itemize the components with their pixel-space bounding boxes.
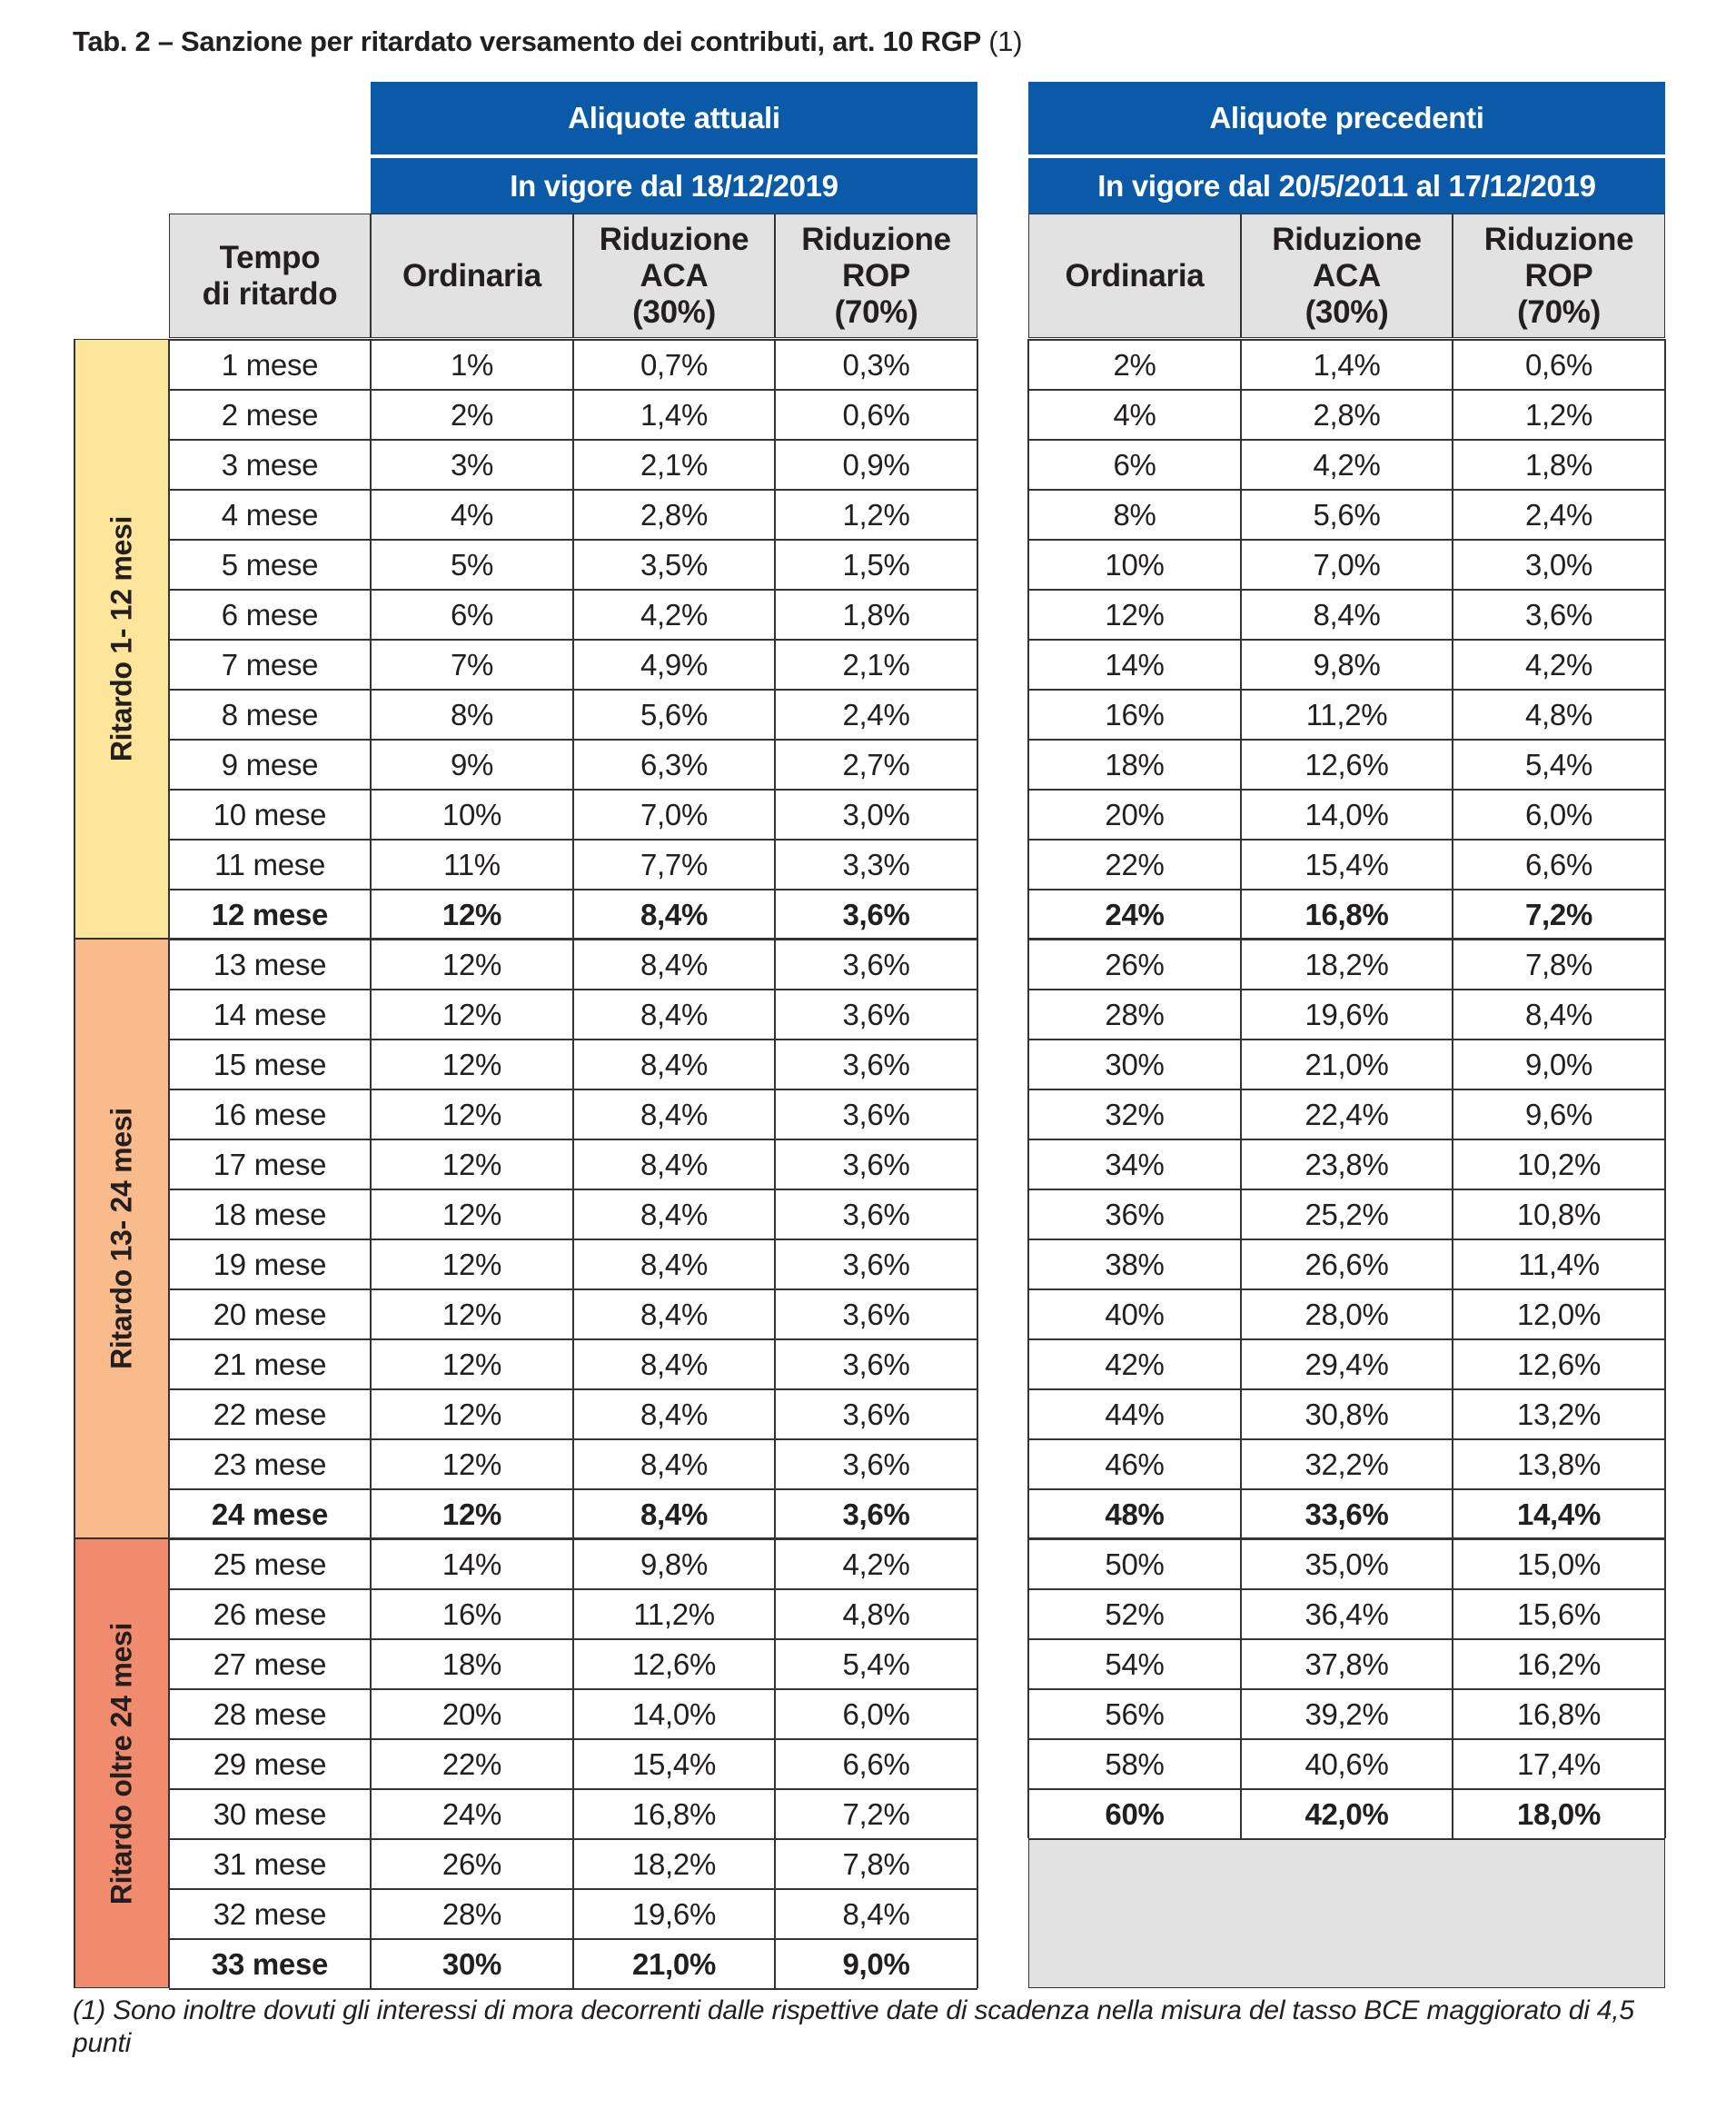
cell-aca: 18,2% (631, 1847, 717, 1881)
cell-p_ord: 8% (1113, 498, 1156, 532)
cell-ord: 20% (441, 1697, 502, 1731)
cell-ord: 12% (441, 1348, 502, 1381)
cell-p_ord: 32% (1105, 1098, 1165, 1131)
cell-p_rop: 12,0% (1516, 1298, 1602, 1331)
cell-tempo: 8 mese (221, 698, 319, 731)
cell-p_ord: 28% (1105, 998, 1165, 1031)
band-13-24 (74, 939, 169, 1538)
cell-ord: 26% (441, 1847, 502, 1881)
cell-ord: 12% (441, 1447, 502, 1481)
cell-ord: 30% (441, 1947, 502, 1981)
cell-p_rop: 6,0% (1524, 798, 1593, 831)
grid-line (1028, 689, 1665, 691)
cell-tempo: 32 mese (213, 1897, 327, 1931)
cell-p_rop: 3,6% (1524, 598, 1593, 632)
grid-line (1028, 989, 1665, 990)
cell-tempo: 31 mese (213, 1847, 327, 1881)
grid-line (74, 339, 75, 1988)
band-1-12-label: Ritardo 1- 12 mesi (104, 515, 138, 762)
band-oltre-24 (74, 1538, 169, 1988)
cell-aca: 0,7% (640, 348, 709, 382)
cell-aca: 8,4% (640, 1447, 709, 1481)
cell-p_aca: 11,2% (1305, 698, 1388, 731)
cell-p_aca: 26,6% (1304, 1248, 1389, 1281)
cell-p_ord: 40% (1105, 1298, 1165, 1331)
cell-p_aca: 42,0% (1304, 1797, 1389, 1831)
prev-col-aca-label: Riduzione ACA (30%) (1272, 221, 1422, 330)
table-title (73, 25, 1022, 58)
current-period: In vigore dal 18/12/2019 (371, 156, 977, 214)
grid-line (1028, 1338, 1665, 1340)
cell-p_rop: 3,0% (1524, 548, 1593, 582)
cell-ord: 12% (441, 1398, 502, 1431)
grid-line (1452, 339, 1453, 1838)
cell-rop: 3,6% (842, 1348, 910, 1381)
cell-tempo: 2 mese (221, 398, 319, 432)
cell-aca: 11,2% (633, 1597, 715, 1631)
grid-line (1028, 1738, 1665, 1740)
cell-ord: 12% (441, 998, 502, 1031)
cell-tempo: 25 mese (213, 1547, 327, 1581)
cell-p_rop: 0,6% (1524, 348, 1593, 382)
cell-ord: 12% (441, 1497, 502, 1531)
cell-p_rop: 4,2% (1524, 648, 1593, 681)
grid-line (1028, 1788, 1665, 1790)
grid-line (977, 339, 978, 1988)
cell-ord: 10% (441, 798, 502, 831)
cell-aca: 9,8% (640, 1547, 709, 1581)
cell-p_aca: 5,6% (1313, 498, 1381, 532)
cell-p_ord: 44% (1105, 1398, 1165, 1431)
grid-line (169, 1988, 977, 1990)
cell-p_aca: 22,4% (1304, 1098, 1389, 1131)
cell-p_rop: 12,6% (1516, 1348, 1602, 1381)
cell-aca: 8,4% (640, 1398, 709, 1431)
col-rop-label: Riduzione ROP (70%) (801, 221, 951, 330)
grid-line (1028, 1288, 1665, 1290)
cell-ord: 12% (441, 1148, 502, 1181)
prev-col-rop-header (1453, 214, 1665, 338)
cell-p_aca: 30,8% (1304, 1398, 1389, 1431)
cell-aca: 8,4% (640, 1248, 709, 1281)
previous-period: In vigore dal 20/5/2011 al 17/12/2019 (1028, 156, 1665, 214)
grid-line (1027, 339, 1029, 1838)
cell-rop: 3,6% (842, 898, 910, 931)
cell-ord: 12% (441, 1298, 502, 1331)
cell-p_ord: 30% (1105, 1048, 1165, 1081)
cell-ord: 24% (441, 1797, 502, 1831)
grid-line (1028, 1438, 1665, 1440)
current-heading: Aliquote attuali (371, 82, 977, 154)
cell-p_aca: 36,4% (1304, 1597, 1389, 1631)
grid-line (1028, 1688, 1665, 1690)
cell-p_rop: 14,4% (1516, 1497, 1602, 1531)
prev-col-aca-header (1241, 214, 1453, 338)
grid-line (168, 339, 170, 1988)
grid-line (1028, 1239, 1665, 1240)
cell-p_ord: 14% (1105, 648, 1165, 681)
cell-rop: 6,6% (842, 1747, 910, 1781)
cell-p_rop: 8,4% (1524, 998, 1593, 1031)
cell-aca: 19,6% (631, 1897, 717, 1931)
cell-tempo: 24 mese (211, 1497, 329, 1531)
col-ordinaria-header (371, 214, 573, 338)
cell-rop: 0,6% (842, 398, 910, 432)
cell-rop: 3,6% (842, 1447, 910, 1481)
grid-line (1028, 639, 1665, 641)
footnote: (1) Sono inoltre dovuti gli interessi di mora decorrenti dalle rispettive date di scadenza nella misura del tasso BCE maggiorato di 4,5 punti (73, 1995, 1634, 2058)
cell-p_ord: 6% (1113, 448, 1156, 482)
cell-rop: 7,8% (842, 1847, 910, 1881)
cell-rop: 2,1% (842, 648, 910, 681)
cell-p_aca: 8,4% (1313, 598, 1381, 632)
cell-ord: 11% (443, 848, 501, 881)
cell-p_aca: 32,2% (1304, 1447, 1389, 1481)
previous-empty-area (1028, 1838, 1665, 1988)
cell-tempo: 16 mese (213, 1098, 327, 1131)
grid-line (1028, 1388, 1665, 1390)
cell-ord: 8% (450, 698, 494, 731)
cell-p_ord: 56% (1105, 1697, 1165, 1731)
cell-p_aca: 40,6% (1304, 1747, 1389, 1781)
prev-col-ordinaria-label: Ordinaria (1065, 257, 1205, 293)
grid-line (1028, 839, 1665, 841)
cell-tempo: 11 mese (213, 848, 326, 881)
cell-p_rop: 13,8% (1516, 1447, 1602, 1481)
cell-aca: 8,4% (640, 948, 709, 981)
cell-rop: 5,4% (842, 1647, 910, 1681)
grid-line (1028, 739, 1665, 741)
cell-aca: 8,4% (640, 1048, 709, 1081)
cell-rop: 2,4% (842, 698, 910, 731)
cell-p_rop: 9,0% (1524, 1048, 1593, 1081)
cell-tempo: 33 mese (211, 1947, 329, 1981)
cell-ord: 12% (441, 1098, 502, 1131)
band-oltre-24-label: Ritardo oltre 24 mesi (104, 1622, 138, 1905)
cell-ord: 22% (441, 1747, 502, 1781)
cell-p_aca: 35,0% (1304, 1547, 1389, 1581)
cell-aca: 14,0% (631, 1697, 717, 1731)
cell-ord: 1% (450, 348, 494, 382)
prev-col-rop-label: Riduzione ROP (70%) (1483, 221, 1634, 330)
cell-tempo: 29 mese (213, 1747, 327, 1781)
cell-p_rop: 5,4% (1524, 748, 1593, 781)
cell-p_rop: 17,4% (1516, 1747, 1602, 1781)
cell-p_ord: 22% (1105, 848, 1165, 881)
cell-rop: 3,0% (842, 798, 910, 831)
grid-line (1028, 389, 1665, 391)
cell-tempo: 17 mese (213, 1148, 327, 1181)
grid-line (1028, 339, 1665, 341)
cell-aca: 15,4% (631, 1747, 717, 1781)
cell-aca: 5,6% (640, 698, 709, 731)
grid-line (1028, 1537, 1665, 1540)
cell-aca: 6,3% (640, 748, 709, 781)
cell-tempo: 4 mese (221, 498, 319, 532)
band-13-24-label: Ritardo 13- 24 mesi (104, 1108, 138, 1369)
cell-p_rop: 15,6% (1516, 1597, 1602, 1631)
cell-ord: 12% (441, 1198, 502, 1231)
cell-tempo: 20 mese (213, 1298, 327, 1331)
cell-aca: 1,4% (640, 398, 709, 432)
cell-rop: 0,9% (842, 448, 910, 482)
cell-p_aca: 28,0% (1304, 1298, 1389, 1331)
cell-tempo: 7 mese (221, 648, 319, 681)
col-tempo-label: Tempo di ritardo (202, 239, 338, 312)
cell-ord: 16% (441, 1597, 502, 1631)
cell-ord: 14% (441, 1547, 502, 1581)
cell-aca: 2,8% (640, 498, 709, 532)
cell-rop: 3,6% (842, 1098, 910, 1131)
cell-rop: 3,6% (842, 948, 910, 981)
grid-line (1028, 1488, 1665, 1490)
cell-p_ord: 38% (1105, 1248, 1165, 1281)
cell-ord: 3% (450, 448, 494, 482)
grid-line (1028, 539, 1665, 541)
cell-tempo: 23 mese (213, 1447, 327, 1481)
cell-tempo: 22 mese (213, 1398, 327, 1431)
cell-aca: 7,0% (640, 798, 709, 831)
cell-aca: 8,4% (640, 898, 709, 931)
col-tempo-header (169, 214, 371, 338)
cell-p_ord: 2% (1113, 348, 1156, 382)
col-aca-header (573, 214, 775, 338)
cell-p_aca: 12,6% (1304, 748, 1389, 781)
grid-line (1028, 938, 1665, 940)
cell-tempo: 27 mese (213, 1647, 327, 1681)
cell-p_aca: 33,6% (1304, 1497, 1389, 1531)
cell-p_ord: 16% (1105, 698, 1165, 731)
cell-rop: 4,8% (842, 1597, 910, 1631)
cell-p_aca: 16,8% (1304, 898, 1389, 931)
cell-rop: 6,0% (842, 1697, 910, 1731)
cell-rop: 8,4% (842, 1897, 910, 1931)
cell-aca: 8,4% (640, 1298, 709, 1331)
cell-tempo: 5 mese (221, 548, 319, 582)
cell-aca: 8,4% (640, 1148, 709, 1181)
cell-tempo: 13 mese (213, 948, 327, 981)
cell-p_rop: 4,8% (1524, 698, 1593, 731)
grid-line (1028, 889, 1665, 890)
cell-p_ord: 34% (1105, 1148, 1165, 1181)
cell-ord: 12% (441, 948, 502, 981)
cell-p_rop: 1,2% (1524, 398, 1593, 432)
cell-p_rop: 7,8% (1524, 948, 1593, 981)
cell-p_aca: 21,0% (1304, 1048, 1389, 1081)
cell-tempo: 10 mese (213, 798, 327, 831)
cell-aca: 2,1% (640, 448, 709, 482)
cell-rop: 2,7% (842, 748, 910, 781)
cell-p_rop: 16,2% (1516, 1647, 1602, 1681)
cell-p_aca: 14,0% (1304, 798, 1389, 831)
cell-aca: 7,7% (640, 848, 709, 881)
cell-p_ord: 20% (1105, 798, 1165, 831)
grid-line (572, 339, 574, 1988)
cell-p_rop: 1,8% (1524, 448, 1593, 482)
cell-p_ord: 42% (1105, 1348, 1165, 1381)
cell-p_aca: 29,4% (1304, 1348, 1389, 1381)
cell-p_aca: 19,6% (1304, 998, 1389, 1031)
cell-aca: 4,2% (640, 598, 709, 632)
cell-rop: 3,6% (842, 1497, 910, 1531)
grid-line (370, 339, 372, 1988)
cell-p_ord: 50% (1105, 1547, 1165, 1581)
cell-tempo: 26 mese (213, 1597, 327, 1631)
cell-p_ord: 48% (1105, 1497, 1165, 1531)
cell-rop: 0,3% (842, 348, 910, 382)
grid-line (1028, 439, 1665, 441)
grid-line (1028, 1838, 1665, 1840)
cell-p_ord: 58% (1105, 1747, 1165, 1781)
cell-tempo: 30 mese (213, 1797, 327, 1831)
cell-ord: 7% (450, 648, 494, 681)
cell-rop: 9,0% (842, 1947, 910, 1981)
cell-p_ord: 18% (1105, 748, 1165, 781)
cell-p_aca: 7,0% (1313, 548, 1381, 582)
cell-rop: 3,6% (842, 1248, 910, 1281)
grid-line (1028, 1638, 1665, 1640)
cell-rop: 3,6% (842, 1298, 910, 1331)
cell-p_aca: 23,8% (1304, 1148, 1389, 1181)
cell-p_aca: 2,8% (1313, 398, 1381, 432)
cell-tempo: 21 mese (213, 1348, 327, 1381)
cell-aca: 16,8% (631, 1797, 717, 1831)
cell-aca: 4,9% (640, 648, 709, 681)
cell-rop: 3,6% (842, 1198, 910, 1231)
cell-p_aca: 4,2% (1313, 448, 1381, 482)
cell-tempo: 28 mese (213, 1697, 327, 1731)
cell-rop: 7,2% (842, 1797, 910, 1831)
grid-line (1028, 1089, 1665, 1090)
cell-p_rop: 10,8% (1516, 1198, 1602, 1231)
cell-p_ord: 10% (1105, 548, 1165, 582)
col-ordinaria-label: Ordinaria (402, 257, 541, 293)
cell-rop: 1,8% (842, 598, 910, 632)
cell-p_ord: 46% (1105, 1447, 1165, 1481)
cell-aca: 3,5% (640, 548, 709, 582)
grid-line (774, 339, 776, 1988)
cell-tempo: 6 mese (221, 598, 319, 632)
cell-ord: 9% (450, 748, 494, 781)
cell-p_ord: 26% (1105, 948, 1165, 981)
cell-tempo: 19 mese (213, 1248, 327, 1281)
grid-line (1028, 589, 1665, 591)
cell-p_ord: 24% (1105, 898, 1165, 931)
cell-p_aca: 25,2% (1304, 1198, 1389, 1231)
cell-p_aca: 9,8% (1313, 648, 1381, 681)
cell-rop: 3,6% (842, 1148, 910, 1181)
cell-ord: 2% (450, 398, 494, 432)
cell-aca: 21,0% (631, 1947, 717, 1981)
cell-rop: 3,3% (842, 848, 910, 881)
grid-line (1028, 1189, 1665, 1190)
cell-p_ord: 36% (1105, 1198, 1165, 1231)
cell-tempo: 12 mese (211, 898, 329, 931)
grid-line (1028, 489, 1665, 491)
cell-p_ord: 52% (1105, 1597, 1165, 1631)
cell-ord: 28% (441, 1897, 502, 1931)
cell-p_ord: 60% (1105, 1797, 1165, 1831)
cell-ord: 12% (441, 1048, 502, 1081)
band-1-12 (74, 339, 169, 939)
prev-col-ordinaria-header (1028, 214, 1241, 338)
cell-p_aca: 37,8% (1304, 1647, 1389, 1681)
grid-line (1664, 339, 1666, 1838)
cell-tempo: 3 mese (221, 448, 319, 482)
cell-p_ord: 54% (1105, 1647, 1165, 1681)
cell-p_rop: 11,4% (1518, 1248, 1600, 1281)
cell-tempo: 15 mese (213, 1048, 327, 1081)
cell-p_rop: 9,6% (1524, 1098, 1593, 1131)
cell-tempo: 9 mese (221, 748, 319, 781)
cell-rop: 3,6% (842, 998, 910, 1031)
cell-p_ord: 4% (1113, 398, 1156, 432)
cell-p_aca: 39,2% (1304, 1697, 1389, 1731)
cell-aca: 8,4% (640, 1348, 709, 1381)
cell-tempo: 14 mese (213, 998, 327, 1031)
cell-ord: 18% (441, 1647, 502, 1681)
cell-rop: 4,2% (842, 1547, 910, 1581)
grid-line (1028, 1039, 1665, 1040)
col-aca-label: Riduzione ACA (30%) (599, 221, 749, 330)
cell-p_rop: 18,0% (1516, 1797, 1602, 1831)
cell-p_rop: 10,2% (1516, 1148, 1602, 1181)
cell-ord: 4% (450, 498, 494, 532)
cell-aca: 8,4% (640, 1198, 709, 1231)
cell-rop: 1,5% (842, 548, 910, 582)
cell-rop: 1,2% (842, 498, 910, 532)
cell-p_rop: 2,4% (1524, 498, 1593, 532)
col-rop-header (775, 214, 977, 338)
cell-aca: 8,4% (640, 1098, 709, 1131)
cell-ord: 6% (450, 598, 494, 632)
cell-p_ord: 12% (1105, 598, 1165, 632)
cell-aca: 8,4% (640, 1497, 709, 1531)
table-title-bold: Tab. 2 – Sanzione per ritardato versamento dei contributi, art. 10 RGP (73, 25, 981, 57)
cell-p_rop: 7,2% (1524, 898, 1593, 931)
table-title-note: (1) (980, 25, 1023, 57)
cell-aca: 8,4% (640, 998, 709, 1031)
cell-p_aca: 18,2% (1304, 948, 1389, 981)
cell-ord: 5% (450, 548, 494, 582)
cell-rop: 3,6% (842, 1398, 910, 1431)
cell-aca: 12,6% (631, 1647, 717, 1681)
cell-tempo: 1 mese (221, 348, 319, 382)
cell-p_aca: 1,4% (1313, 348, 1381, 382)
cell-tempo: 18 mese (213, 1198, 327, 1231)
cell-p_rop: 15,0% (1516, 1547, 1602, 1581)
grid-line (1028, 1588, 1665, 1590)
cell-p_aca: 15,4% (1304, 848, 1389, 881)
previous-heading: Aliquote precedenti (1028, 82, 1665, 154)
cell-p_rop: 6,6% (1524, 848, 1593, 881)
grid-line (1028, 1139, 1665, 1140)
cell-ord: 12% (441, 1248, 502, 1281)
grid-line (1028, 789, 1665, 791)
cell-p_rop: 16,8% (1516, 1697, 1602, 1731)
cell-ord: 12% (441, 898, 502, 931)
cell-p_rop: 13,2% (1516, 1398, 1602, 1431)
cell-rop: 3,6% (842, 1048, 910, 1081)
grid-line (1240, 339, 1242, 1838)
